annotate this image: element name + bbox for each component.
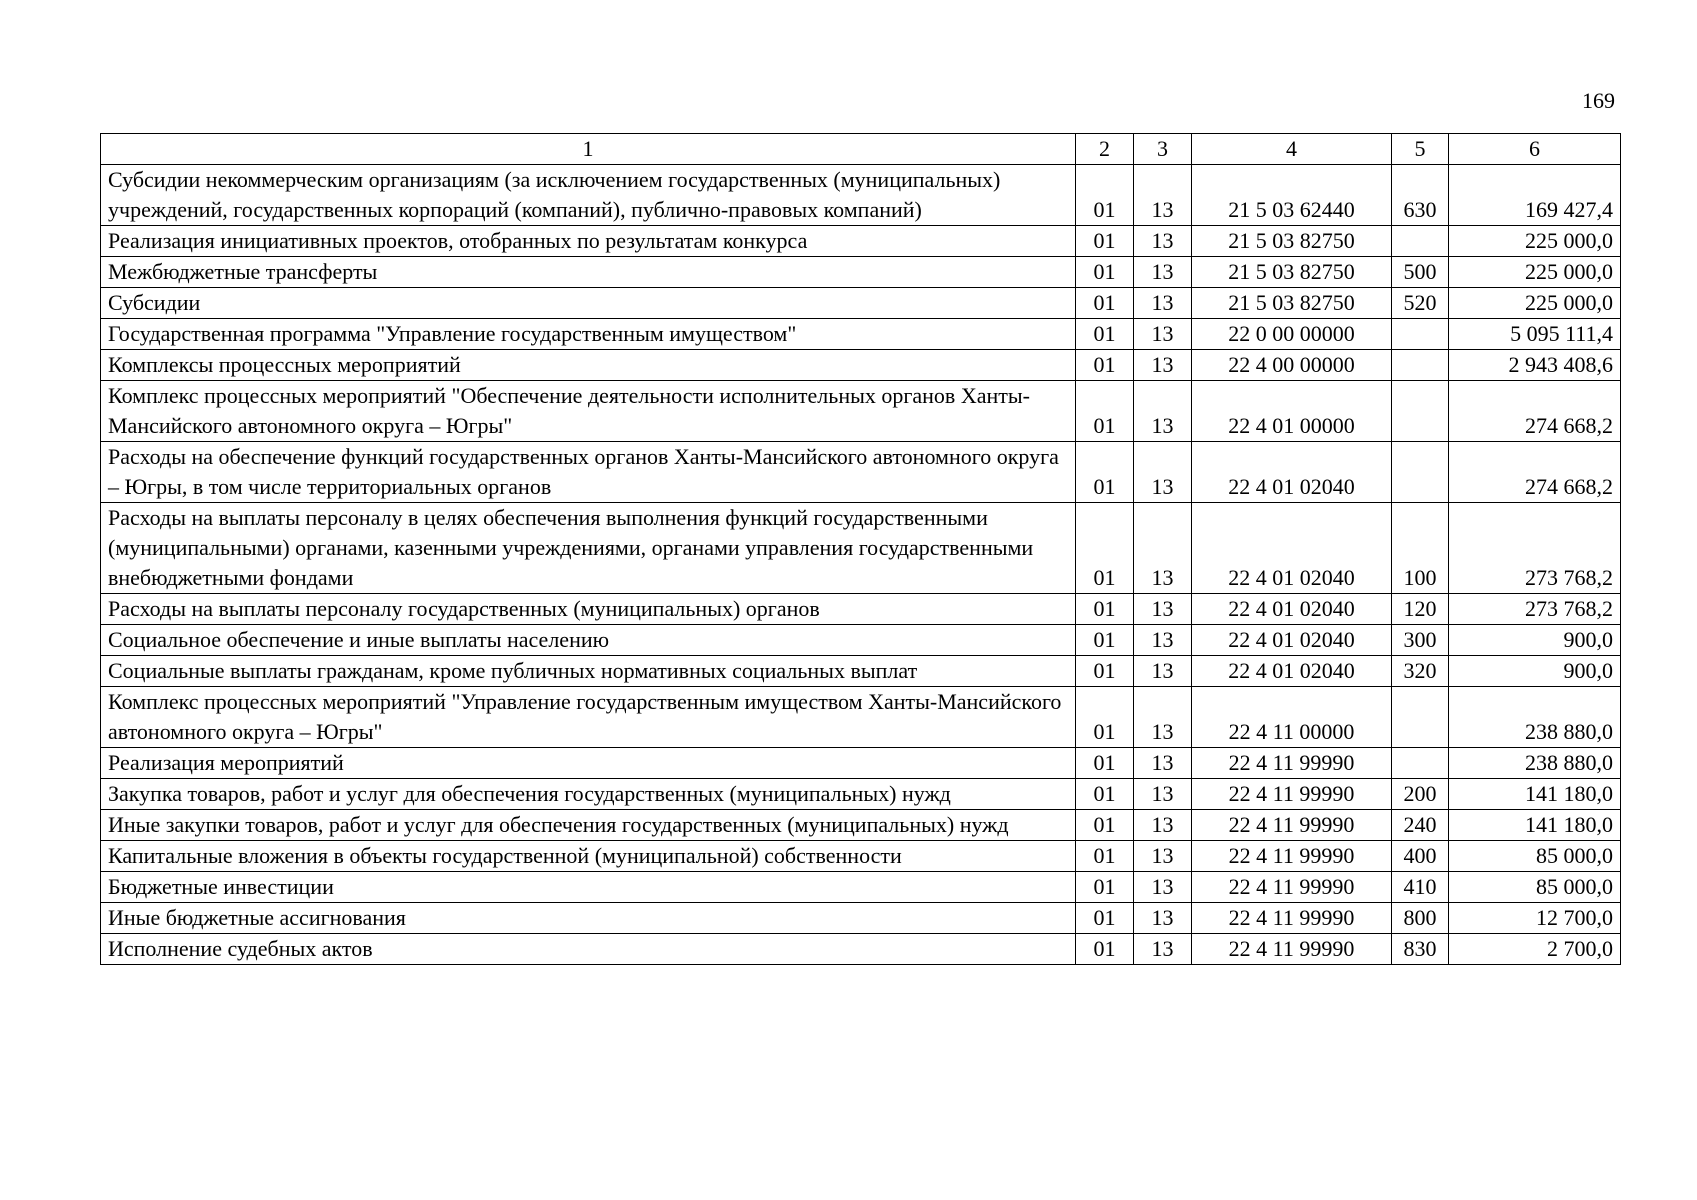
row-subsection: 13 — [1134, 226, 1192, 257]
row-target-article: 22 4 01 02040 — [1192, 625, 1392, 656]
row-amount: 141 180,0 — [1449, 779, 1621, 810]
page-number: 169 — [1582, 88, 1615, 113]
row-amount: 274 668,2 — [1449, 381, 1621, 442]
row-section: 01 — [1076, 350, 1134, 381]
row-amount: 273 768,2 — [1449, 503, 1621, 594]
row-amount: 225 000,0 — [1449, 288, 1621, 319]
row-subsection: 13 — [1134, 779, 1192, 810]
table-header-row — [101, 134, 1621, 165]
row-amount: 2 943 408,6 — [1449, 350, 1621, 381]
row-amount: 274 668,2 — [1449, 442, 1621, 503]
row-amount: 273 768,2 — [1449, 594, 1621, 625]
row-subsection: 13 — [1134, 288, 1192, 319]
row-expense-type: 830 — [1392, 934, 1449, 965]
row-subsection: 13 — [1134, 319, 1192, 350]
table-row — [101, 288, 1621, 319]
row-expense-type — [1392, 381, 1449, 442]
row-target-article: 22 4 11 99990 — [1192, 779, 1392, 810]
row-expense-type — [1392, 687, 1449, 748]
row-section: 01 — [1076, 748, 1134, 779]
row-section: 01 — [1076, 810, 1134, 841]
row-target-article: 22 4 01 02040 — [1192, 656, 1392, 687]
row-target-article: 21 5 03 62440 — [1192, 165, 1392, 226]
row-name: Комплексы процессных мероприятий — [101, 350, 1076, 381]
row-name: Социальное обеспечение и иные выплаты населению — [101, 625, 1076, 656]
row-section: 01 — [1076, 687, 1134, 748]
row-name: Субсидии — [101, 288, 1076, 319]
table-row — [101, 656, 1621, 687]
row-expense-type — [1392, 319, 1449, 350]
row-section: 01 — [1076, 656, 1134, 687]
row-subsection: 13 — [1134, 872, 1192, 903]
row-section: 01 — [1076, 779, 1134, 810]
table-body — [101, 165, 1621, 965]
row-name: Исполнение судебных актов — [101, 934, 1076, 965]
row-expense-type — [1392, 226, 1449, 257]
table-row — [101, 841, 1621, 872]
row-amount: 85 000,0 — [1449, 841, 1621, 872]
row-amount: 5 095 111,4 — [1449, 319, 1621, 350]
row-name: Иные закупки товаров, работ и услуг для обеспечения государственных (муниципальных) нужд — [101, 810, 1076, 841]
row-subsection: 13 — [1134, 625, 1192, 656]
row-section: 01 — [1076, 841, 1134, 872]
row-target-article: 22 4 11 00000 — [1192, 687, 1392, 748]
row-amount: 225 000,0 — [1449, 226, 1621, 257]
row-subsection: 13 — [1134, 257, 1192, 288]
row-target-article: 22 4 11 99990 — [1192, 903, 1392, 934]
row-name: Расходы на выплаты персоналу в целях обеспечения выполнения функций государственными (муниципальными) органами, казенными учреждениями, органами управления государственными внебюджетными фондами — [101, 503, 1076, 594]
row-expense-type: 630 — [1392, 165, 1449, 226]
table-row — [101, 381, 1621, 442]
row-expense-type: 100 — [1392, 503, 1449, 594]
row-section: 01 — [1076, 381, 1134, 442]
table-row — [101, 810, 1621, 841]
column-header-6: 6 — [1449, 134, 1621, 165]
row-expense-type: 320 — [1392, 656, 1449, 687]
row-expense-type: 410 — [1392, 872, 1449, 903]
row-section: 01 — [1076, 503, 1134, 594]
row-expense-type: 500 — [1392, 257, 1449, 288]
row-target-article: 22 0 00 00000 — [1192, 319, 1392, 350]
row-name: Субсидии некоммерческим организациям (за исключением государственных (муниципальных) учреждений, государственных корпораций (компаний), публично-правовых компаний) — [101, 165, 1076, 226]
row-section: 01 — [1076, 594, 1134, 625]
row-target-article: 22 4 11 99990 — [1192, 810, 1392, 841]
row-subsection: 13 — [1134, 350, 1192, 381]
row-amount: 169 427,4 — [1449, 165, 1621, 226]
row-amount: 900,0 — [1449, 656, 1621, 687]
row-amount: 12 700,0 — [1449, 903, 1621, 934]
row-name: Бюджетные инвестиции — [101, 872, 1076, 903]
row-section: 01 — [1076, 319, 1134, 350]
row-expense-type: 300 — [1392, 625, 1449, 656]
row-expense-type — [1392, 442, 1449, 503]
table-row — [101, 687, 1621, 748]
row-expense-type: 520 — [1392, 288, 1449, 319]
column-header-4: 4 — [1192, 134, 1392, 165]
row-target-article: 22 4 11 99990 — [1192, 934, 1392, 965]
row-section: 01 — [1076, 903, 1134, 934]
row-target-article: 22 4 00 00000 — [1192, 350, 1392, 381]
table-row — [101, 350, 1621, 381]
row-expense-type: 800 — [1392, 903, 1449, 934]
column-header-1: 1 — [101, 134, 1076, 165]
row-expense-type — [1392, 350, 1449, 381]
row-expense-type: 120 — [1392, 594, 1449, 625]
row-target-article: 22 4 01 02040 — [1192, 503, 1392, 594]
table-row — [101, 503, 1621, 594]
row-name: Реализация инициативных проектов, отобранных по результатам конкурса — [101, 226, 1076, 257]
row-name: Капитальные вложения в объекты государственной (муниципальной) собственности — [101, 841, 1076, 872]
row-expense-type: 240 — [1392, 810, 1449, 841]
row-target-article: 21 5 03 82750 — [1192, 257, 1392, 288]
row-subsection: 13 — [1134, 656, 1192, 687]
row-section: 01 — [1076, 165, 1134, 226]
row-target-article: 22 4 01 02040 — [1192, 594, 1392, 625]
row-target-article: 22 4 11 99990 — [1192, 748, 1392, 779]
row-amount: 85 000,0 — [1449, 872, 1621, 903]
row-target-article: 22 4 01 02040 — [1192, 442, 1392, 503]
row-name: Межбюджетные трансферты — [101, 257, 1076, 288]
table-row — [101, 257, 1621, 288]
table-row — [101, 903, 1621, 934]
row-section: 01 — [1076, 226, 1134, 257]
row-name: Расходы на выплаты персоналу государственных (муниципальных) органов — [101, 594, 1076, 625]
row-subsection: 13 — [1134, 841, 1192, 872]
row-subsection: 13 — [1134, 687, 1192, 748]
row-name: Закупка товаров, работ и услуг для обеспечения государственных (муниципальных) нужд — [101, 779, 1076, 810]
row-subsection: 13 — [1134, 381, 1192, 442]
row-target-article: 22 4 11 99990 — [1192, 872, 1392, 903]
row-name: Комплекс процессных мероприятий "Управление государственным имуществом Ханты-Мансийского автономного округа – Югры" — [101, 687, 1076, 748]
table-row — [101, 226, 1621, 257]
row-section: 01 — [1076, 257, 1134, 288]
table-row — [101, 748, 1621, 779]
row-subsection: 13 — [1134, 748, 1192, 779]
table-row — [101, 165, 1621, 226]
table-row — [101, 625, 1621, 656]
table-row — [101, 779, 1621, 810]
row-name: Расходы на обеспечение функций государственных органов Ханты-Мансийского автономного округа – Югры, в том числе территориальных органов — [101, 442, 1076, 503]
row-target-article: 21 5 03 82750 — [1192, 226, 1392, 257]
row-name: Комплекс процессных мероприятий "Обеспечение деятельности исполнительных органов Ханты-Мансийского автономного округа – Югры" — [101, 381, 1076, 442]
row-subsection: 13 — [1134, 442, 1192, 503]
row-amount: 141 180,0 — [1449, 810, 1621, 841]
row-amount: 900,0 — [1449, 625, 1621, 656]
row-target-article: 21 5 03 82750 — [1192, 288, 1392, 319]
row-section: 01 — [1076, 934, 1134, 965]
row-amount: 238 880,0 — [1449, 687, 1621, 748]
row-expense-type: 400 — [1392, 841, 1449, 872]
row-section: 01 — [1076, 625, 1134, 656]
row-target-article: 22 4 01 00000 — [1192, 381, 1392, 442]
row-name: Иные бюджетные ассигнования — [101, 903, 1076, 934]
row-name: Социальные выплаты гражданам, кроме публичных нормативных социальных выплат — [101, 656, 1076, 687]
column-header-5: 5 — [1392, 134, 1449, 165]
budget-table — [100, 133, 1621, 965]
row-name: Государственная программа "Управление государственным имуществом" — [101, 319, 1076, 350]
row-amount: 225 000,0 — [1449, 257, 1621, 288]
row-expense-type — [1392, 748, 1449, 779]
row-section: 01 — [1076, 442, 1134, 503]
table-row — [101, 594, 1621, 625]
row-target-article: 22 4 11 99990 — [1192, 841, 1392, 872]
row-subsection: 13 — [1134, 903, 1192, 934]
row-expense-type: 200 — [1392, 779, 1449, 810]
row-section: 01 — [1076, 872, 1134, 903]
table-row — [101, 872, 1621, 903]
row-section: 01 — [1076, 288, 1134, 319]
table-row — [101, 442, 1621, 503]
column-header-3: 3 — [1134, 134, 1192, 165]
row-name: Реализация мероприятий — [101, 748, 1076, 779]
column-header-2: 2 — [1076, 134, 1134, 165]
row-subsection: 13 — [1134, 810, 1192, 841]
row-subsection: 13 — [1134, 165, 1192, 226]
row-amount: 238 880,0 — [1449, 748, 1621, 779]
row-subsection: 13 — [1134, 503, 1192, 594]
row-subsection: 13 — [1134, 594, 1192, 625]
table-row — [101, 934, 1621, 965]
row-amount: 2 700,0 — [1449, 934, 1621, 965]
table-row — [101, 319, 1621, 350]
row-subsection: 13 — [1134, 934, 1192, 965]
